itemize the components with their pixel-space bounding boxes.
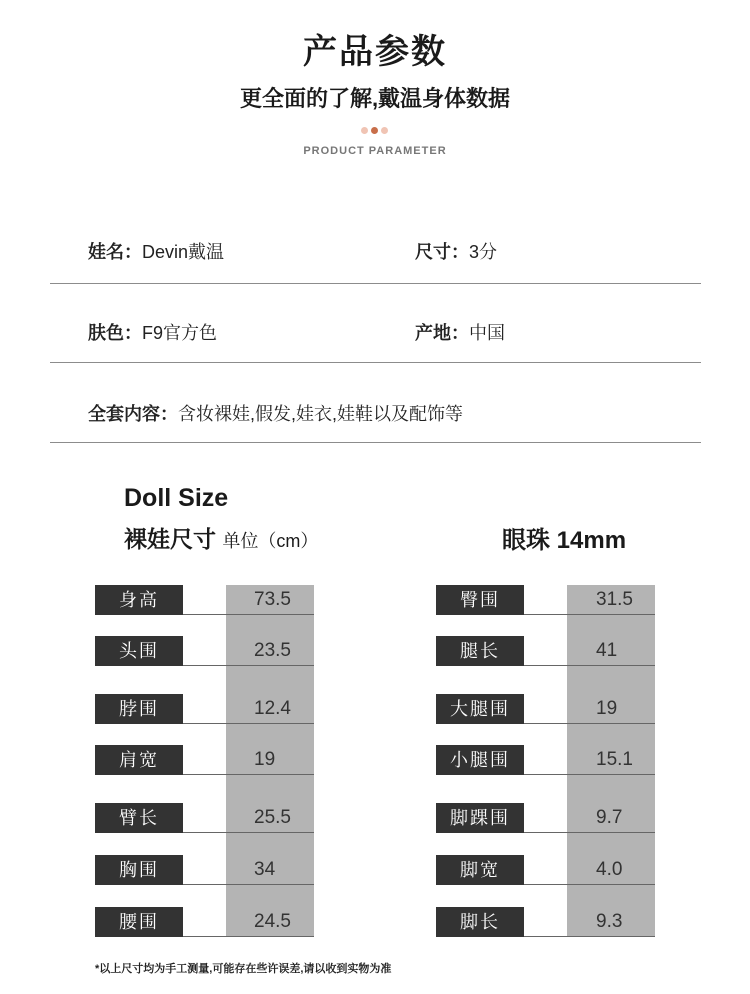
size-row-label: 脚踝围 <box>436 803 524 833</box>
size-row-value: 34 <box>254 859 276 880</box>
size-row <box>436 745 655 775</box>
info-skin <box>88 319 217 345</box>
info-name <box>88 238 224 264</box>
size-row-value: 4.0 <box>596 859 623 880</box>
size-row-value: 23.5 <box>254 640 291 661</box>
size-row <box>95 694 314 724</box>
row-underline <box>183 614 314 615</box>
size-row <box>436 694 655 724</box>
size-unit: 单位（cm） <box>222 531 319 551</box>
size-row-value: 73.5 <box>254 589 291 610</box>
size-row <box>436 907 655 937</box>
size-row-value: 24.5 <box>254 911 291 932</box>
english-title: PRODUCT PARAMETER <box>303 145 447 157</box>
size-row <box>95 636 314 666</box>
size-row-label: 小腿围 <box>436 745 524 775</box>
size-row-label: 脚宽 <box>436 855 524 885</box>
info-origin <box>415 319 505 345</box>
divider <box>50 283 701 284</box>
size-row <box>436 636 655 666</box>
size-title-text: 裸娃尺寸 <box>124 526 216 552</box>
decorative-dots <box>361 127 391 135</box>
info-size <box>415 238 497 264</box>
size-row-label: 肩宽 <box>95 745 183 775</box>
size-row-label: 脖围 <box>95 694 183 724</box>
divider <box>50 442 701 443</box>
size-row-label: 大腿围 <box>436 694 524 724</box>
size-row-value: 41 <box>596 640 618 661</box>
name-label: 娃名： <box>88 242 142 262</box>
row-underline <box>183 723 314 724</box>
size-row-label: 腿长 <box>436 636 524 666</box>
set-value: 含妆裸娃,假发,娃衣,娃鞋以及配饰等 <box>178 404 464 424</box>
divider <box>50 362 701 363</box>
set-label: 全套内容： <box>88 404 178 424</box>
eye-size: 眼珠 14mm <box>502 527 627 554</box>
row-underline <box>524 665 655 666</box>
footnote: *以上尺寸均为手工测量,可能存在些许误差,请以收到实物为准 <box>95 963 392 975</box>
row-underline <box>183 832 314 833</box>
row-underline <box>524 832 655 833</box>
size-row-label: 脚长 <box>436 907 524 937</box>
origin-label: 产地： <box>415 323 469 343</box>
page-title: 产品参数 <box>303 33 447 71</box>
size-row-value: 9.3 <box>596 911 623 932</box>
size-row <box>95 745 314 775</box>
dot-icon <box>361 127 368 134</box>
row-underline <box>524 936 655 937</box>
size-row-value: 19 <box>254 749 276 770</box>
size-row-label: 身高 <box>95 585 183 615</box>
row-underline <box>183 665 314 666</box>
origin-value: 中国 <box>469 323 505 343</box>
row-underline <box>183 936 314 937</box>
page-subtitle: 更全面的了解,戴温身体数据 <box>239 86 511 111</box>
size-row-label: 头围 <box>95 636 183 666</box>
size-row-value: 19 <box>596 698 618 719</box>
size-value: 3分 <box>469 242 498 262</box>
size-row-value: 25.5 <box>254 807 291 828</box>
size-row-value: 15.1 <box>596 749 633 770</box>
size-row <box>436 855 655 885</box>
row-underline <box>524 884 655 885</box>
row-underline <box>183 774 314 775</box>
info-set <box>88 400 463 426</box>
size-row-value: 31.5 <box>596 589 633 610</box>
size-row <box>436 585 655 615</box>
skin-label: 肤色： <box>88 323 142 343</box>
row-underline <box>524 723 655 724</box>
size-label: 尺寸： <box>415 242 469 262</box>
size-row <box>95 855 314 885</box>
size-row <box>436 803 655 833</box>
size-row-label: 臂长 <box>95 803 183 833</box>
size-row-value: 9.7 <box>596 807 623 828</box>
name-value: Devin戴温 <box>142 242 225 262</box>
row-underline <box>524 774 655 775</box>
size-row <box>95 803 314 833</box>
size-title <box>124 521 318 554</box>
skin-value: F9官方色 <box>142 323 218 343</box>
size-row <box>95 907 314 937</box>
size-row-value: 12.4 <box>254 698 291 719</box>
dot-icon <box>371 127 378 134</box>
size-row-label: 胸围 <box>95 855 183 885</box>
size-row-label: 臀围 <box>436 585 524 615</box>
row-underline <box>183 884 314 885</box>
size-row <box>95 585 314 615</box>
doll-size-heading: Doll Size <box>124 484 229 512</box>
size-row-label: 腰围 <box>95 907 183 937</box>
row-underline <box>524 614 655 615</box>
dot-icon <box>381 127 388 134</box>
